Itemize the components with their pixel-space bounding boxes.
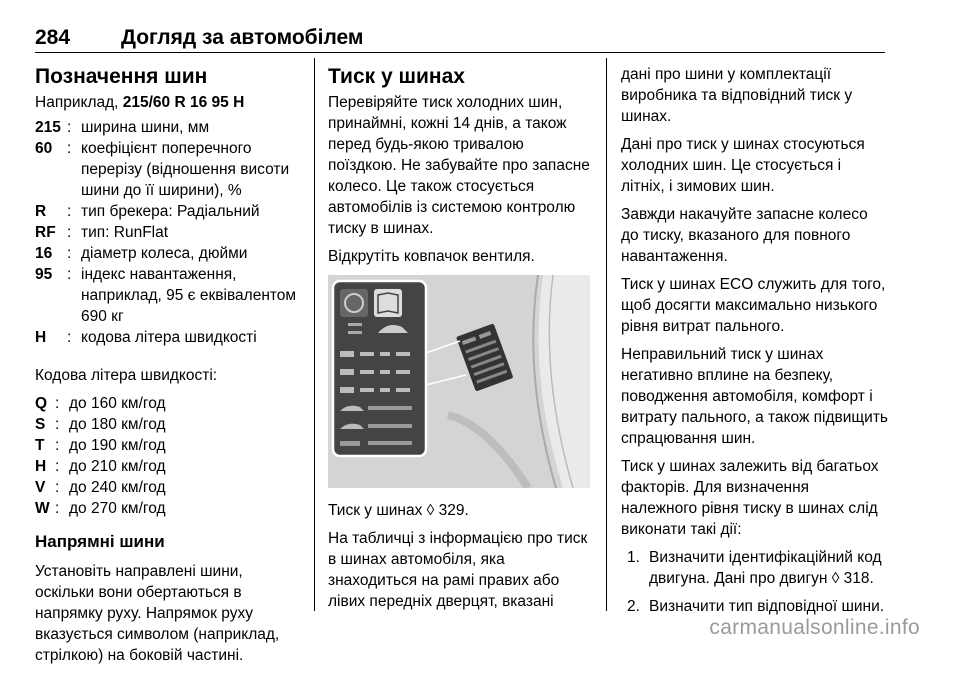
column-divider <box>606 58 607 611</box>
direction-text: Установіть направлені шини, оскільки вони обертаються в напрямку руху. Напрямок руху вказується символом (наприклад, стрілкою) на боковій частині. <box>35 563 280 664</box>
page-title: Догляд за автомобілем <box>121 26 364 49</box>
page-number: 284 <box>35 26 71 49</box>
paragraph: дані про шини у комплектації виробника та відповідний тиск у шинах. <box>621 66 853 125</box>
example-line: Наприклад, 215/60 R 16 95 H <box>35 94 245 111</box>
separator: : <box>67 329 72 346</box>
paragraph: Завжди накачуйте запасне колесо до тиску, вказаного для повного навантаження. <box>621 206 868 265</box>
definition-row <box>35 222 303 243</box>
list-number: 1. <box>627 549 640 566</box>
separator: : <box>55 479 60 496</box>
definition-row <box>35 117 303 138</box>
definition-row <box>35 264 303 327</box>
paragraph: Перевіряйте тиск холодних шин, принаймні, кожні 14 днів, а також перед будь-якою тривалою поїздкою. Не забувайте про запасне колесо. Це також стосується автомобілів із системою контролю тиску в шинах. <box>328 94 590 237</box>
speed-code-list <box>35 393 303 519</box>
definition-key: 60 <box>35 140 53 157</box>
definition-value: до 210 км/год <box>69 458 166 475</box>
separator: : <box>67 203 72 220</box>
definition-value: до 160 км/год <box>69 395 166 412</box>
separator: : <box>55 500 60 517</box>
definition-key: H <box>35 329 47 346</box>
definition-value: коефіцієнт поперечного перерізу (відношення висоти шини до її ширини), % <box>81 140 290 199</box>
definition-row <box>35 414 303 435</box>
definition-row <box>35 201 303 222</box>
definition-value: індекс навантаження, наприклад, 95 є еквівалентом 690 кг <box>81 266 297 325</box>
definition-key: T <box>35 437 45 454</box>
section-heading: Позначення шин <box>35 65 208 88</box>
definition-value: кодова літера швидкості <box>81 329 257 346</box>
separator: : <box>55 395 60 412</box>
column-2 <box>328 64 596 619</box>
separator: : <box>67 119 72 136</box>
separator: : <box>55 437 60 454</box>
definition-value: до 240 км/год <box>69 479 166 496</box>
page-header <box>35 26 885 53</box>
separator: : <box>67 140 72 157</box>
list-text: Визначити ідентифікаційний код двигуна. Дані про двигун ◊ 318. <box>649 549 882 587</box>
definition-row <box>35 435 303 456</box>
list-item <box>627 547 889 589</box>
paragraph: Неправильний тиск у шинах негативно вплине на безпеку, поводження автомобіля, комфорт і витрату пального, а також підвищить спрацювання шин. <box>621 346 888 447</box>
paragraph: Тиск у шинах ECO служить для того, щоб досягти максимально низького рівня витрат пального. <box>621 276 886 335</box>
definition-key: H <box>35 458 47 475</box>
definition-value: тип: RunFlat <box>81 224 169 241</box>
definition-row <box>35 498 303 519</box>
definition-key: Q <box>35 395 48 412</box>
list-number: 2. <box>627 598 640 615</box>
paragraph: Дані про тиск у шинах стосуються холодних шин. Це стосується і літніх, і зимових шин. <box>621 136 865 195</box>
separator: : <box>55 458 60 475</box>
section-heading: Тиск у шинах <box>328 65 465 88</box>
definition-row <box>35 456 303 477</box>
definition-key: S <box>35 416 46 433</box>
steps-list <box>621 547 889 617</box>
definition-row <box>35 327 303 348</box>
separator: : <box>55 416 60 433</box>
tire-pressure-label-figure <box>328 275 590 488</box>
definition-list <box>35 117 303 348</box>
definition-key: 16 <box>35 245 53 262</box>
definition-key: RF <box>35 224 56 241</box>
definition-key: W <box>35 500 50 517</box>
paragraph: Тиск у шинах залежить від багатьох факторів. Для визначення належного рівня тиску в шинах слід виконати такі дії: <box>621 458 879 538</box>
definition-key: R <box>35 203 47 220</box>
column-3 <box>621 64 889 624</box>
paragraph: На табличці з інформацією про тиск в шинах автомобіля, яка знаходиться на рамі правих або лівих передніх дверцят, вказані <box>328 530 588 610</box>
separator: : <box>67 224 72 241</box>
definition-key: 215 <box>35 119 61 136</box>
definition-row <box>35 477 303 498</box>
definition-value: до 180 км/год <box>69 416 166 433</box>
definition-value: до 270 км/год <box>69 500 166 517</box>
list-item <box>627 596 889 617</box>
separator: : <box>67 266 72 283</box>
definition-row <box>35 138 303 201</box>
definition-row <box>35 243 303 264</box>
definition-key: V <box>35 479 46 496</box>
list-text: Визначити тип відповідної шини. <box>649 598 885 615</box>
definition-key: 95 <box>35 266 53 283</box>
tire-pressure-label-illustration <box>328 275 590 488</box>
definition-value: тип брекера: Радіальний <box>81 203 260 220</box>
watermark: carmanualsonline.info <box>709 616 920 639</box>
definition-row <box>35 393 303 414</box>
definition-value: до 190 км/год <box>69 437 166 454</box>
paragraph: Відкрутіть ковпачок вентиля. <box>328 248 535 265</box>
subsection-heading: Напрямні шини <box>35 532 165 551</box>
figure-caption: Тиск у шинах ◊ 329. <box>328 502 469 519</box>
speed-intro: Кодова літера швидкості: <box>35 367 218 384</box>
separator: : <box>67 245 72 262</box>
definition-value: ширина шини, мм <box>81 119 210 136</box>
definition-value: діаметр колеса, дюйми <box>81 245 248 262</box>
column-1 <box>35 64 303 673</box>
column-divider <box>314 58 315 611</box>
